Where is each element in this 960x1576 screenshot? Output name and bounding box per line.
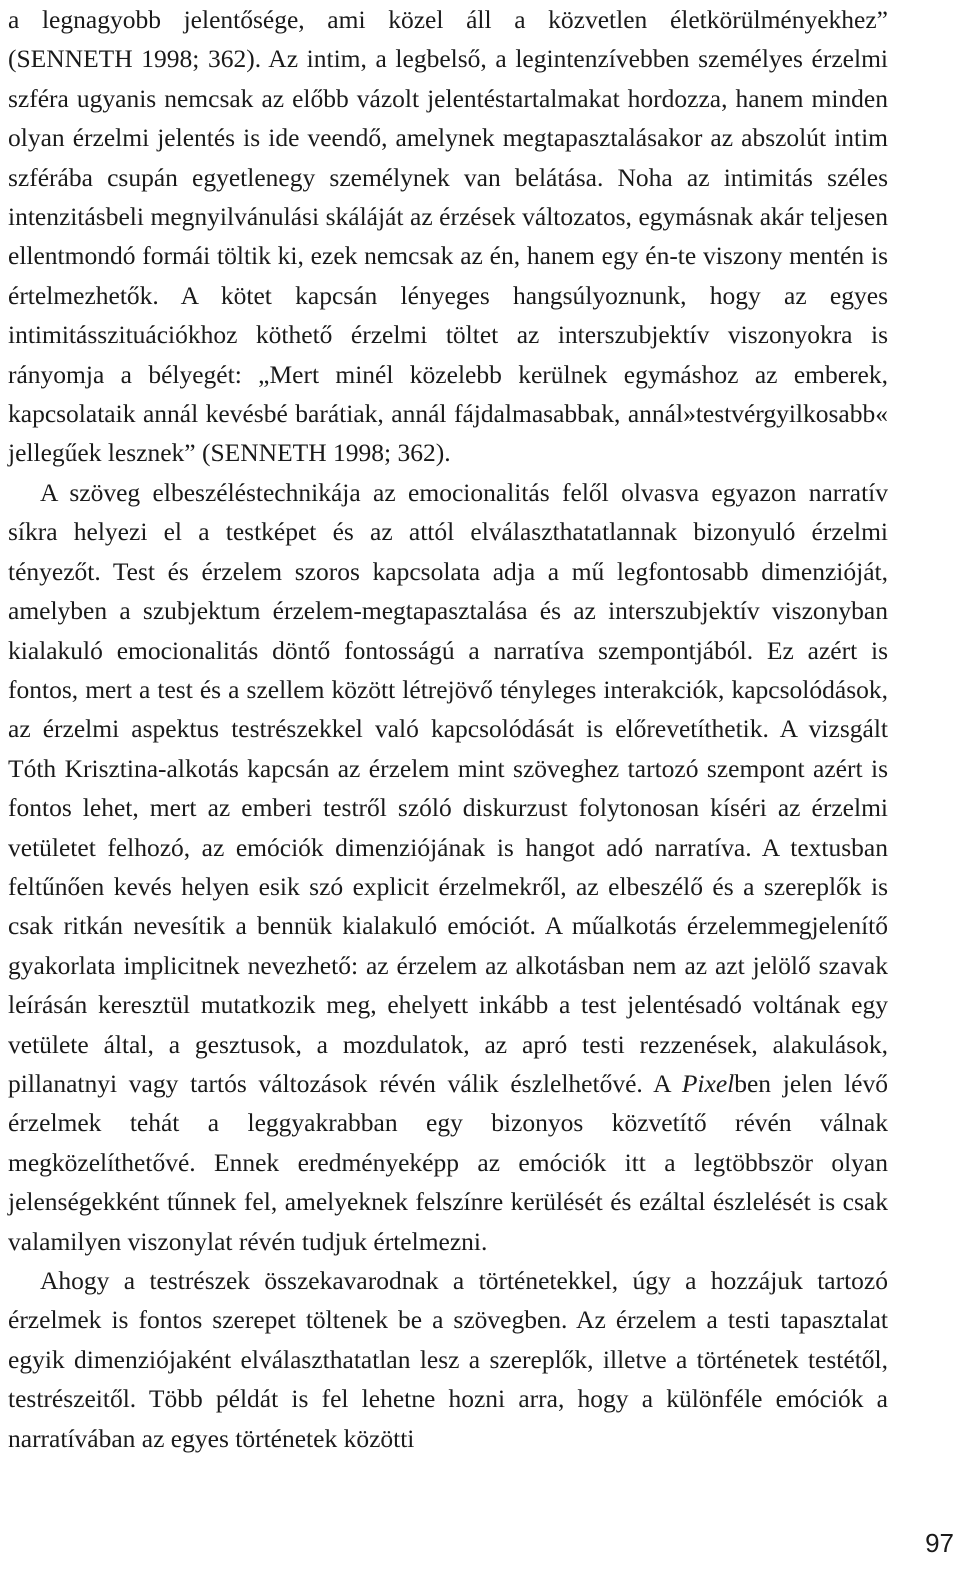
page-number: 97 [925,1528,954,1558]
paragraph-2-title-italic: Pixel [681,1068,735,1098]
paragraph-3 [8,1261,888,1458]
paragraph-2 [8,473,888,1261]
article-body [8,0,888,1458]
paragraph-2-text-a: A szöveg elbeszéléstechnikája az emocionalitás felől olvasva egyazon narratív síkra helyezi el a testképet és az attól elválaszthatatlannak bizonyuló érzelmi tényezőt. Test és érzelem szoros kapcsolata adja a mű legfontosabb dimenzióját, amelyben a szubjektum érzelem-megtapasztalása és az interszubjektív viszonyban kialakuló emocionalitás döntő fontosságú a narratíva szempontjából. Ez azért is fontos, mert a test és a szellem között létrejövő tényleges interakciók, kapcsolódások, az érzelmi aspektus testrészekkel való kapcsolódását is előrevetíthetik. A vizsgált Tóth Krisztina-alkotás kapcsán az érzelem mint szöveghez tartozó szempont azért is fontos lehet, mert az emberi testről szóló diskurzust folytonosan kíséri az érzelmi vetületet felhozó, az emóciók dimenziójának is hangot adó narratíva. A textusban feltűnően kevés helyen esik szó explicit érzelmekről, az elbeszélő és a szereplők is csak ritkán nevesítik a bennük kialakuló emóciót. A műalkotás érzelemmegjelenítő gyakorlata implicitnek nevezhető: az érzelem az alkotásban nem az azt jelölő szavak leírásán keresztül mutatkozik meg, ehelyett inkább a test jelentésadó voltának egy vetülete által, a gesztusok, a mozdulatok, az apró testi rezzenések, alakulások, pillanatnyi vagy tartós változások révén válik észlelhetővé. A [8,477,888,1098]
paragraph-2-text-b: ben jelen lévő érzelmek tehát a leggyakrabban egy bizonyos közvetítő révén válnak megközelíthetővé. Ennek eredményeképp az emóciók itt a legtöbbször olyan jelenségekként tűnnek fel, amelyeknek felszínre kerülését és ezáltal észlelését is csak valamilyen viszonylat révén tudjuk értelmezni. [8,1068,888,1256]
paragraph-3-text: Ahogy a testrészek összekavarodnak a történetekkel, úgy a hozzájuk tartozó érzelmek is fontos szerepet töltenek be a szövegben. Az érzelem a testi tapasztalat egyik dimenziójaként elválaszthatatlan lesz a szereplők, illetve a történetek testétől, testrészeitől. Több példát is fel lehetne hozni arra, hogy a különféle emóciók a narratívában az egyes történetek közötti [8,1266,888,1453]
paragraph-1 [8,0,888,473]
paragraph-1-text: a legnagyobb jelentősége, ami közel áll a közvetlen életkörülményekhez” (SENNETH 1998; 362). Az intim, a legbelső, a legintenzívebben személyes érzelmi szféra ugyanis nemcsak az előbb vázolt jelentéstartalmakat hordozza, hanem minden olyan érzelmi jelentés is ide veendő, amelynek megtapasztalásakor az abszolút intim szférába csupán egyetlenegy személynek van belátása. Noha az intimitás széles intenzitásbeli megnyilvánulási skáláját az érzések változatos, egymásnak akár teljesen ellentmondó formái töltik ki, ezek nemcsak az én, hanem egy én-te viszony mentén is értelmezhetők. A kötet kapcsán lényeges hangsúlyoznunk, hogy az egyes intimitásszituációkhoz köthető érzelmi töltet az interszubjektív viszonyokra is rányomja a bélyegét: „Mert minél közelebb kerülnek egymáshoz az emberek, kapcsolataik annál kevésbé barátiak, annál fájdalmasabbak, annál»testvérgyilkosabb« jellegűek lesznek” (SENNETH 1998; 362). [8,5,888,468]
